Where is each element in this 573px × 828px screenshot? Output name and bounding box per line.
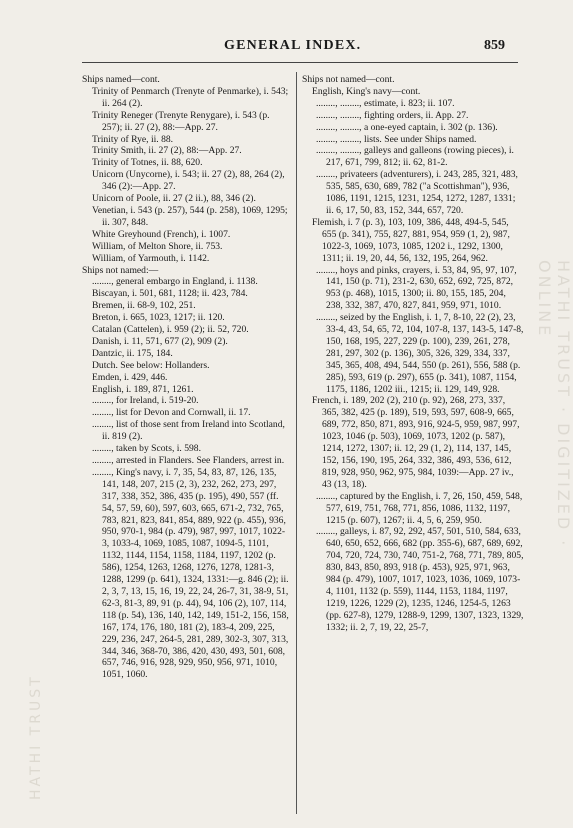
index-entry: Venetian, i. 543 (p. 257), 544 (p. 258), 1069, 1295; ii. 307, 848. xyxy=(92,204,288,228)
watermark-left: HATHI TRUST xyxy=(28,674,44,800)
index-entry: Dutch. See below: Hollanders. xyxy=(92,359,210,371)
index-entry: Ships not named—cont. xyxy=(302,74,395,85)
index-entry: Danish, i. 11, 571, 677 (2), 909 (2). xyxy=(92,335,228,347)
index-entry: ........, hoys and pinks, crayers, i. 53, 84, 95, 97, 107, 141, 150 (p. 71), 231-2, 630, 652, 692, 725, 872, 953 (p. 468), 1015, 1300; ii. 80, 155, 185, 204, 238, 332, 387, 470, 827, 841, 959, 971, 1010. xyxy=(316,264,517,312)
index-entry: English, King's navy—cont. xyxy=(312,85,421,97)
index-entry: Dantzic, ii. 175, 184. xyxy=(92,347,173,359)
index-entry: ........, captured by the English, i. 7, 26, 150, 459, 548, 577, 619, 751, 768, 771, 856, 1086, 1132, 1197, 1215 (p. 607), 1267; ii. 4, 5, 6, 259, 950. xyxy=(316,490,523,526)
index-entry: ........, list for Devon and Cornwall, ii. 17. xyxy=(92,407,251,419)
index-column-right xyxy=(302,74,524,634)
index-entry: Trinity of Rye, ii. 88. xyxy=(92,133,174,145)
index-entry: Trinity of Totnes, ii. 88, 620. xyxy=(92,157,203,169)
index-entry: William, of Melton Shore, ii. 753. xyxy=(92,240,223,252)
index-entry: Ships named—cont. xyxy=(82,74,160,85)
index-entry: Unicorn (Unycorne), i. 543; ii. 27 (2), 88, 264 (2), 346 (2):—App. 27. xyxy=(92,169,285,193)
index-entry: ........, arrested in Flanders. See Flanders, arrest in. xyxy=(92,455,285,466)
index-entry: ........, ........, fighting orders, ii. App. 27. xyxy=(316,109,469,121)
index-entry: ........, for Ireland, i. 519-20. xyxy=(92,395,199,407)
index-column-left xyxy=(82,74,292,681)
column-divider xyxy=(296,72,297,814)
index-entry: Trinity Smith, ii. 27 (2), 88:—App. 27. xyxy=(92,145,242,157)
index-entry: Trinity Reneger (Trenyte Renygare), i. 543 (p. 257); ii. 27 (2), 88:—App. 27. xyxy=(92,109,270,133)
index-entry: White Greyhound (French), i. 1007. xyxy=(92,228,231,240)
page-title: GENERAL INDEX. xyxy=(224,38,362,53)
page-number: 859 xyxy=(484,38,505,53)
index-entry: Biscayan, i. 501, 681, 1128; ii. 423, 784. xyxy=(92,288,248,300)
index-entry: Bremen, ii. 68-9, 102, 251. xyxy=(92,300,196,312)
index-entry: ........, ........, a one-eyed captain, i. 302 (p. 136). xyxy=(316,121,498,133)
page-header xyxy=(0,38,567,60)
index-entry: Ships not named:— xyxy=(82,264,159,276)
header-rule xyxy=(82,62,518,63)
index-entry: ........, galleys, i. 87, 92, 292, 457, 501, 510, 584, 633, 640, 650, 652, 666, 682 (pp. 355-6), 687, 689, 692, 704, 720, 724, 730, 740, 751-2, 768, 771, 789, 805, 830, 843, 850, 893, 918 (p. 453), 925, 971, 963, 984 (p. 479), 1007, 1017, 1023, 1036, 1069, 1073-4, 1101, 1132 (p. 559), 1144, 1153, 1184, 1197, 1219, 1226, 1229 (2), 1235, 1246, 1254-5, 1263 (pp. 627-8), 1279, 1288-9, 1299, 1307, 1323, 1329, 1332; ii. 2, 7, 19, 22, 25-7, xyxy=(316,526,524,633)
index-entry: William, of Yarmouth, i. 1142. xyxy=(92,252,210,264)
index-entry: English, i. 189, 871, 1261. xyxy=(92,383,194,395)
index-entry: Unicorn of Poole, ii. 27 (2 ii.), 88, 346 (2). xyxy=(92,193,256,205)
index-entry: ........, ........, lists. See under Ships named. xyxy=(316,133,477,145)
index-entry: ........, taken by Scots, i. 598. xyxy=(92,443,201,455)
index-entry: ........, seized by the English, i. 1, 7, 8-10, 22 (2), 23, 33-4, 43, 54, 65, 72, 104, 107-8, 137, 143-5, 147-8, 150, 168, 195, 227, 229 (p. 100), 239, 261, 278, 281, 297, 302 (p. 136), 305, 326, 329, 334, 337, 345, 365, 408, 494, 544, 550 (p. 261), 556, 588 (p. 285), 593, 619 (p. 297), 655 (p. 341), 1087, 1154, 1175, 1186, 1202 iii., 1215; ii. 129, 149, 928. xyxy=(316,312,524,395)
index-entry: Emden, i. 429, 446. xyxy=(92,371,168,383)
index-entry: French, i. 189, 202 (2), 210 (p. 92), 268, 273, 337, 365, 382, 425 (p. 189), 519, 593, 597, 608-9, 665, 689, 772, 850, 871, 893, 916, 924-5, 959, 987, 997, 1023, 1046 (p. 503), 1069, 1073, 1202 (p. 587), 1214, 1272, 1307; ii. 12, 29 (1, 2), 114, 137, 145, 152, 156, 190, 195, 264, 332, 386, 493, 536, 612, 819, 928, 950, 962, 975, 984, 1039:—App. 27 iv., 43 (13, 18). xyxy=(312,395,520,490)
index-entry: Trinity of Penmarch (Trenyte of Penmarke), i. 543; ii. 264 (2). xyxy=(92,85,289,109)
index-entry: ........, general embargo in England, i. 1138. xyxy=(92,276,258,288)
watermark-right: HATHI TRUST · DIGITIZED · ONLINE xyxy=(535,260,573,549)
index-entry: ........, list of those sent from Ireland into Scotland, ii. 819 (2). xyxy=(92,419,285,443)
index-entry: Breton, i. 665, 1023, 1217; ii. 120. xyxy=(92,312,225,324)
index-entry: ........, King's navy, i. 7, 35, 54, 83, 87, 126, 135, 141, 148, 207, 215 (2, 3), 232, 262, 273, 297, 317, 338, 352, 386, 435 (p. 195), 490, 557 (ff. 54, 57, 59, 60), 597, 603, 665, 671-2, 732, 765, 783, 821, 823, 841, 854, 889, 922 (p. 455), 936, 950, 970-1, 984 (p. 479), 987, 997, 1017, 1022-3, 1033-4, 1069, 1085, 1087, 1094-5, 1101, 1132, 1144, 1154, 1158, 1184, 1197, 1202 (p. 586), 1254, 1263, 1268, 1276, 1278, 1281-3, 1288, 1299 (p. 641), 1324, 1331:—g. 846 (2); ii. 2, 3, 7, 13, 15, 16, 19, 22, 24, 26-7, 31, 38-9, 51, 62-3, 81-3, 89, 91 (p. 44), 94, 106 (2), 107, 114, 118 (p. 54), 136, 140, 142, 149, 151-2, 156, 158, 167, 174, 176, 180, 181 (2), 183-4, 209, 225, 229, 236, 247, 264-5, 281, 289, 302-3, 307, 313, 344, 346, 368-70, 386, 420, 430, 493, 501, 608, 657, 746, 916, 928, 929, 950, 956, 971, 1010, 1051, 1060. xyxy=(92,466,289,681)
index-entry: ........, privateers (adventurers), i. 243, 285, 321, 483, 535, 585, 630, 689, 782 ("a Scottishman"), 936, 1086, 1191, 1215, 1231, 1254, 1272, 1287, 1331; ii. 6, 17, 50, 83, 152, 344, 657, 720. xyxy=(316,169,518,216)
index-entry: Catalan (Cattelen), i. 959 (2); ii. 52, 720. xyxy=(92,324,249,336)
index-entry: ........, ........, galleys and galleons (rowing pieces), i. 217, 671, 799, 812; ii. 62, 81-2. xyxy=(316,145,514,169)
index-entry: Flemish, i. 7 (p. 3), 103, 109, 386, 448, 494-5, 545, 655 (p. 341), 755, 827, 881, 954, 959 (1, 2), 987, 1022-3, 1069, 1073, 1085, 1202 i., 1292, 1300, 1311; ii. 19, 20, 44, 56, 132, 195, 264, 962. xyxy=(312,216,510,264)
index-entry: ........, ........, estimate, i. 823; ii. 107. xyxy=(316,97,455,109)
